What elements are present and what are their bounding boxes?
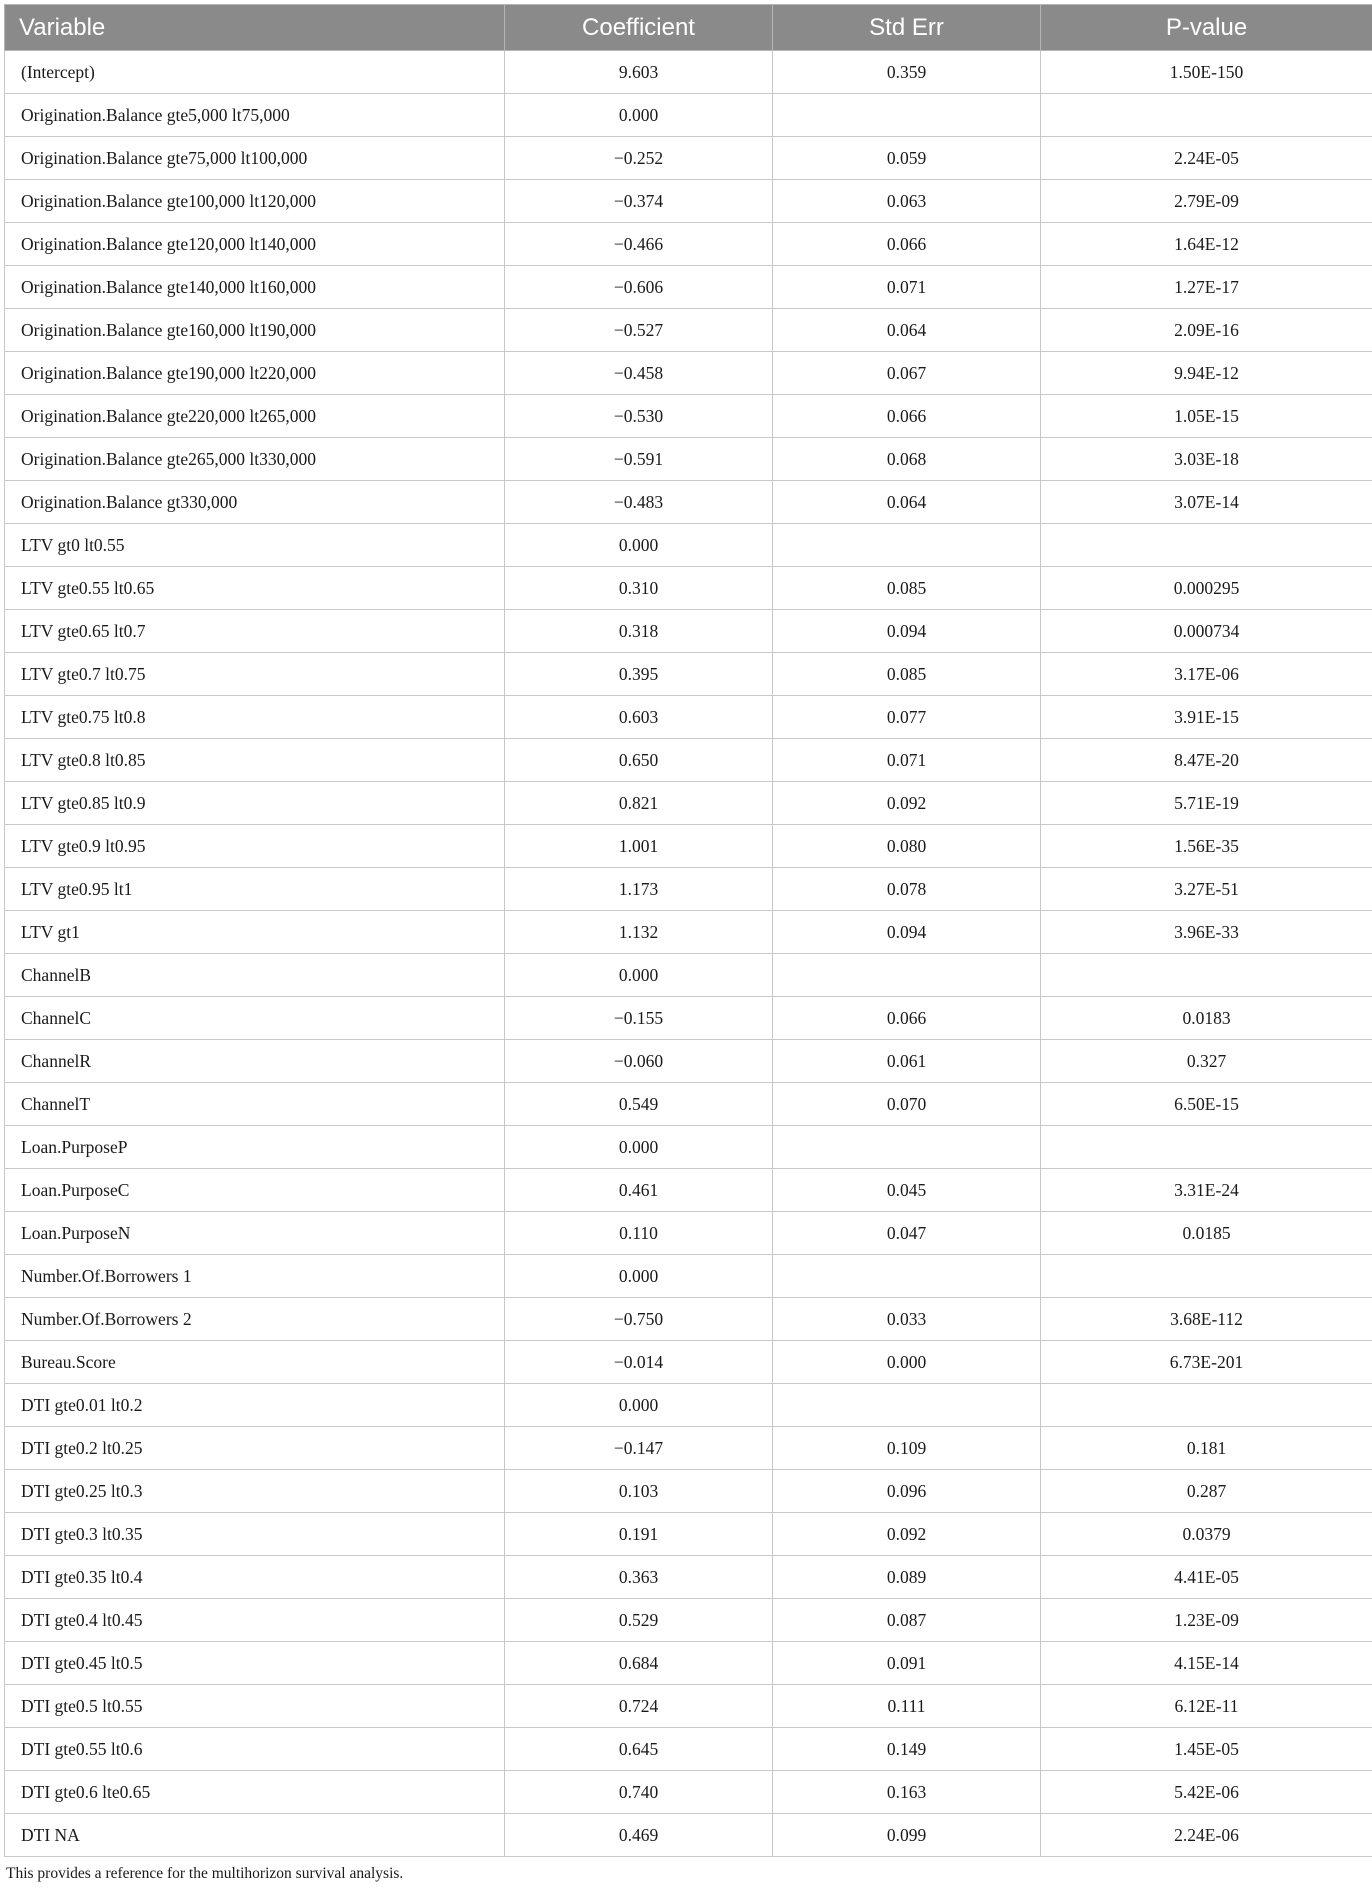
- cell-variable: Origination.Balance gte120,000 lt140,000: [5, 223, 505, 266]
- table-row: [5, 1384, 1372, 1427]
- cell-coefficient: 0.110: [505, 1212, 773, 1255]
- cell-std-err: 0.047: [773, 1212, 1041, 1255]
- table-row: [5, 1427, 1372, 1470]
- cell-std-err: 0.091: [773, 1642, 1041, 1685]
- cell-p-value: 1.50E-150: [1041, 51, 1372, 94]
- cell-p-value: 3.17E-06: [1041, 653, 1372, 696]
- cell-variable: DTI gte0.4 lt0.45: [5, 1599, 505, 1642]
- cell-std-err: 0.059: [773, 137, 1041, 180]
- cell-coefficient: 0.821: [505, 782, 773, 825]
- cell-p-value: [1041, 94, 1372, 137]
- cell-coefficient: 1.132: [505, 911, 773, 954]
- cell-std-err: 0.033: [773, 1298, 1041, 1341]
- cell-variable: DTI gte0.55 lt0.6: [5, 1728, 505, 1771]
- table-row: [5, 1341, 1372, 1384]
- cell-p-value: 3.91E-15: [1041, 696, 1372, 739]
- cell-p-value: 3.96E-33: [1041, 911, 1372, 954]
- cell-std-err: 0.089: [773, 1556, 1041, 1599]
- cell-variable: ChannelR: [5, 1040, 505, 1083]
- cell-p-value: 0.181: [1041, 1427, 1372, 1470]
- table-row: [5, 1169, 1372, 1212]
- cell-coefficient: 0.000: [505, 1126, 773, 1169]
- table-row: [5, 94, 1372, 137]
- cell-variable: LTV gte0.95 lt1: [5, 868, 505, 911]
- cell-coefficient: 1.173: [505, 868, 773, 911]
- cell-variable: LTV gte0.8 lt0.85: [5, 739, 505, 782]
- cell-p-value: 0.327: [1041, 1040, 1372, 1083]
- cell-std-err: 0.078: [773, 868, 1041, 911]
- cell-std-err: 0.109: [773, 1427, 1041, 1470]
- table-row: [5, 696, 1372, 739]
- cell-coefficient: −0.060: [505, 1040, 773, 1083]
- table-row: [5, 1814, 1372, 1857]
- cell-std-err: 0.163: [773, 1771, 1041, 1814]
- cell-variable: Origination.Balance gte140,000 lt160,000: [5, 266, 505, 309]
- cell-std-err: 0.071: [773, 739, 1041, 782]
- cell-std-err: [773, 94, 1041, 137]
- cell-variable: Origination.Balance gt330,000: [5, 481, 505, 524]
- cell-p-value: 0.000295: [1041, 567, 1372, 610]
- cell-coefficient: 0.395: [505, 653, 773, 696]
- cell-p-value: 1.27E-17: [1041, 266, 1372, 309]
- cell-variable: Loan.PurposeN: [5, 1212, 505, 1255]
- cell-p-value: 9.94E-12: [1041, 352, 1372, 395]
- cell-variable: Loan.PurposeP: [5, 1126, 505, 1169]
- header-std-err: Std Err: [773, 5, 1041, 51]
- cell-p-value: 3.68E-112: [1041, 1298, 1372, 1341]
- cell-p-value: 5.71E-19: [1041, 782, 1372, 825]
- table-row: [5, 954, 1372, 997]
- table-row: [5, 1470, 1372, 1513]
- cell-coefficient: 0.000: [505, 94, 773, 137]
- table-row: [5, 1255, 1372, 1298]
- cell-variable: Origination.Balance gte220,000 lt265,000: [5, 395, 505, 438]
- cell-p-value: [1041, 1255, 1372, 1298]
- cell-variable: LTV gte0.9 lt0.95: [5, 825, 505, 868]
- cell-variable: DTI gte0.25 lt0.3: [5, 1470, 505, 1513]
- cell-p-value: 4.41E-05: [1041, 1556, 1372, 1599]
- cell-p-value: 0.0379: [1041, 1513, 1372, 1556]
- cell-p-value: 4.15E-14: [1041, 1642, 1372, 1685]
- cell-std-err: 0.064: [773, 481, 1041, 524]
- cell-std-err: 0.000: [773, 1341, 1041, 1384]
- cell-coefficient: −0.530: [505, 395, 773, 438]
- table-row: [5, 567, 1372, 610]
- cell-coefficient: −0.458: [505, 352, 773, 395]
- cell-variable: Origination.Balance gte100,000 lt120,000: [5, 180, 505, 223]
- cell-std-err: [773, 1255, 1041, 1298]
- table-row: [5, 739, 1372, 782]
- table-row: [5, 481, 1372, 524]
- cell-variable: LTV gte0.7 lt0.75: [5, 653, 505, 696]
- table-row: [5, 1212, 1372, 1255]
- cell-variable: Loan.PurposeC: [5, 1169, 505, 1212]
- cell-std-err: 0.071: [773, 266, 1041, 309]
- cell-variable: ChannelC: [5, 997, 505, 1040]
- cell-coefficient: 0.103: [505, 1470, 773, 1513]
- cell-std-err: 0.094: [773, 610, 1041, 653]
- cell-coefficient: 0.740: [505, 1771, 773, 1814]
- cell-p-value: 2.09E-16: [1041, 309, 1372, 352]
- cell-coefficient: −0.147: [505, 1427, 773, 1470]
- cell-variable: ChannelB: [5, 954, 505, 997]
- cell-coefficient: −0.014: [505, 1341, 773, 1384]
- cell-variable: Origination.Balance gte5,000 lt75,000: [5, 94, 505, 137]
- cell-p-value: 1.45E-05: [1041, 1728, 1372, 1771]
- table-row: [5, 1685, 1372, 1728]
- cell-variable: DTI gte0.35 lt0.4: [5, 1556, 505, 1599]
- cell-variable: LTV gte0.55 lt0.65: [5, 567, 505, 610]
- cell-coefficient: 0.549: [505, 1083, 773, 1126]
- cell-std-err: 0.149: [773, 1728, 1041, 1771]
- cell-coefficient: −0.591: [505, 438, 773, 481]
- cell-p-value: 0.0185: [1041, 1212, 1372, 1255]
- cell-coefficient: −0.483: [505, 481, 773, 524]
- cell-variable: LTV gt0 lt0.55: [5, 524, 505, 567]
- cell-std-err: 0.066: [773, 395, 1041, 438]
- cell-p-value: 2.24E-06: [1041, 1814, 1372, 1857]
- cell-p-value: 2.24E-05: [1041, 137, 1372, 180]
- cell-variable: LTV gt1: [5, 911, 505, 954]
- cell-coefficient: −0.374: [505, 180, 773, 223]
- table-row: [5, 997, 1372, 1040]
- cell-variable: LTV gte0.75 lt0.8: [5, 696, 505, 739]
- table-row: [5, 782, 1372, 825]
- cell-coefficient: 0.318: [505, 610, 773, 653]
- table-row: [5, 1599, 1372, 1642]
- table-row: [5, 51, 1372, 94]
- cell-coefficient: −0.252: [505, 137, 773, 180]
- cell-std-err: 0.359: [773, 51, 1041, 94]
- cell-std-err: 0.080: [773, 825, 1041, 868]
- cell-std-err: 0.077: [773, 696, 1041, 739]
- cell-p-value: 3.27E-51: [1041, 868, 1372, 911]
- cell-std-err: 0.094: [773, 911, 1041, 954]
- cell-variable: LTV gte0.85 lt0.9: [5, 782, 505, 825]
- cell-std-err: 0.092: [773, 1513, 1041, 1556]
- cell-p-value: 3.31E-24: [1041, 1169, 1372, 1212]
- cell-variable: DTI gte0.45 lt0.5: [5, 1642, 505, 1685]
- cell-std-err: [773, 954, 1041, 997]
- cell-p-value: 5.42E-06: [1041, 1771, 1372, 1814]
- cell-variable: DTI gte0.2 lt0.25: [5, 1427, 505, 1470]
- cell-variable: DTI gte0.6 lte0.65: [5, 1771, 505, 1814]
- cell-variable: DTI NA: [5, 1814, 505, 1857]
- table-row: [5, 653, 1372, 696]
- cell-coefficient: 0.000: [505, 1384, 773, 1427]
- cell-p-value: 3.07E-14: [1041, 481, 1372, 524]
- cell-coefficient: 0.650: [505, 739, 773, 782]
- table-row: [5, 1040, 1372, 1083]
- cell-std-err: [773, 524, 1041, 567]
- cell-coefficient: 0.000: [505, 1255, 773, 1298]
- table-row: [5, 266, 1372, 309]
- table-row: [5, 911, 1372, 954]
- cell-p-value: 1.23E-09: [1041, 1599, 1372, 1642]
- cell-std-err: 0.068: [773, 438, 1041, 481]
- cell-std-err: 0.087: [773, 1599, 1041, 1642]
- cell-p-value: [1041, 1126, 1372, 1169]
- cell-p-value: 0.000734: [1041, 610, 1372, 653]
- cell-coefficient: 0.603: [505, 696, 773, 739]
- cell-p-value: 6.50E-15: [1041, 1083, 1372, 1126]
- cell-std-err: 0.066: [773, 223, 1041, 266]
- header-row: [5, 5, 1372, 51]
- table-row: [5, 1642, 1372, 1685]
- cell-coefficient: 0.000: [505, 524, 773, 567]
- cell-coefficient: 9.603: [505, 51, 773, 94]
- cell-coefficient: 0.469: [505, 1814, 773, 1857]
- table-row: [5, 1513, 1372, 1556]
- cell-p-value: 0.0183: [1041, 997, 1372, 1040]
- table-row: [5, 309, 1372, 352]
- table-row: [5, 1556, 1372, 1599]
- cell-variable: Origination.Balance gte75,000 lt100,000: [5, 137, 505, 180]
- cell-coefficient: −0.527: [505, 309, 773, 352]
- cell-std-err: 0.045: [773, 1169, 1041, 1212]
- cell-std-err: 0.061: [773, 1040, 1041, 1083]
- cell-p-value: [1041, 524, 1372, 567]
- table-row: [5, 1771, 1372, 1814]
- header-coefficient: Coefficient: [505, 5, 773, 51]
- table-row: [5, 352, 1372, 395]
- cell-variable: DTI gte0.3 lt0.35: [5, 1513, 505, 1556]
- cell-std-err: 0.085: [773, 653, 1041, 696]
- header-p-value: P-value: [1041, 5, 1372, 51]
- cell-coefficient: 1.001: [505, 825, 773, 868]
- cell-coefficient: 0.684: [505, 1642, 773, 1685]
- cell-p-value: 6.73E-201: [1041, 1341, 1372, 1384]
- cell-p-value: 0.287: [1041, 1470, 1372, 1513]
- cell-coefficient: 0.000: [505, 954, 773, 997]
- cell-variable: Bureau.Score: [5, 1341, 505, 1384]
- cell-coefficient: 0.363: [505, 1556, 773, 1599]
- cell-coefficient: 0.724: [505, 1685, 773, 1728]
- cell-coefficient: −0.466: [505, 223, 773, 266]
- cell-std-err: 0.064: [773, 309, 1041, 352]
- cell-std-err: 0.070: [773, 1083, 1041, 1126]
- cell-std-err: 0.092: [773, 782, 1041, 825]
- table-row: [5, 438, 1372, 481]
- table-footnote: This provides a reference for the multihorizon survival analysis.: [6, 1865, 404, 1882]
- cell-std-err: [773, 1126, 1041, 1169]
- cell-std-err: 0.111: [773, 1685, 1041, 1728]
- cell-coefficient: −0.606: [505, 266, 773, 309]
- cell-coefficient: −0.155: [505, 997, 773, 1040]
- cell-std-err: 0.063: [773, 180, 1041, 223]
- cell-coefficient: −0.750: [505, 1298, 773, 1341]
- table-row: [5, 825, 1372, 868]
- table-body: [5, 51, 1372, 1857]
- table-row: [5, 137, 1372, 180]
- table-row: [5, 180, 1372, 223]
- table-row: [5, 1083, 1372, 1126]
- cell-p-value: 2.79E-09: [1041, 180, 1372, 223]
- cell-p-value: 6.12E-11: [1041, 1685, 1372, 1728]
- cell-coefficient: 0.310: [505, 567, 773, 610]
- cell-coefficient: 0.529: [505, 1599, 773, 1642]
- cell-p-value: 8.47E-20: [1041, 739, 1372, 782]
- cell-p-value: [1041, 1384, 1372, 1427]
- table-row: [5, 395, 1372, 438]
- cell-std-err: 0.096: [773, 1470, 1041, 1513]
- cell-p-value: 1.05E-15: [1041, 395, 1372, 438]
- cell-coefficient: 0.645: [505, 1728, 773, 1771]
- cell-variable: Number.Of.Borrowers 2: [5, 1298, 505, 1341]
- table-row: [5, 1728, 1372, 1771]
- cell-coefficient: 0.191: [505, 1513, 773, 1556]
- cell-variable: DTI gte0.01 lt0.2: [5, 1384, 505, 1427]
- cell-variable: (Intercept): [5, 51, 505, 94]
- cell-variable: Origination.Balance gte190,000 lt220,000: [5, 352, 505, 395]
- cell-std-err: 0.099: [773, 1814, 1041, 1857]
- cell-variable: Origination.Balance gte160,000 lt190,000: [5, 309, 505, 352]
- table-row: [5, 1298, 1372, 1341]
- table-row: [5, 868, 1372, 911]
- cell-variable: LTV gte0.65 lt0.7: [5, 610, 505, 653]
- cell-variable: Origination.Balance gte265,000 lt330,000: [5, 438, 505, 481]
- table-row: [5, 1126, 1372, 1169]
- cell-p-value: 3.03E-18: [1041, 438, 1372, 481]
- coefficient-table: [4, 4, 1372, 1857]
- cell-variable: ChannelT: [5, 1083, 505, 1126]
- cell-variable: DTI gte0.5 lt0.55: [5, 1685, 505, 1728]
- cell-std-err: [773, 1384, 1041, 1427]
- cell-coefficient: 0.461: [505, 1169, 773, 1212]
- table-row: [5, 610, 1372, 653]
- cell-p-value: [1041, 954, 1372, 997]
- cell-p-value: 1.64E-12: [1041, 223, 1372, 266]
- cell-variable: Number.Of.Borrowers 1: [5, 1255, 505, 1298]
- cell-std-err: 0.067: [773, 352, 1041, 395]
- table-row: [5, 223, 1372, 266]
- header-variable: Variable: [5, 5, 505, 51]
- table-header: [5, 5, 1372, 51]
- cell-p-value: 1.56E-35: [1041, 825, 1372, 868]
- table-row: [5, 524, 1372, 567]
- cell-std-err: 0.085: [773, 567, 1041, 610]
- cell-std-err: 0.066: [773, 997, 1041, 1040]
